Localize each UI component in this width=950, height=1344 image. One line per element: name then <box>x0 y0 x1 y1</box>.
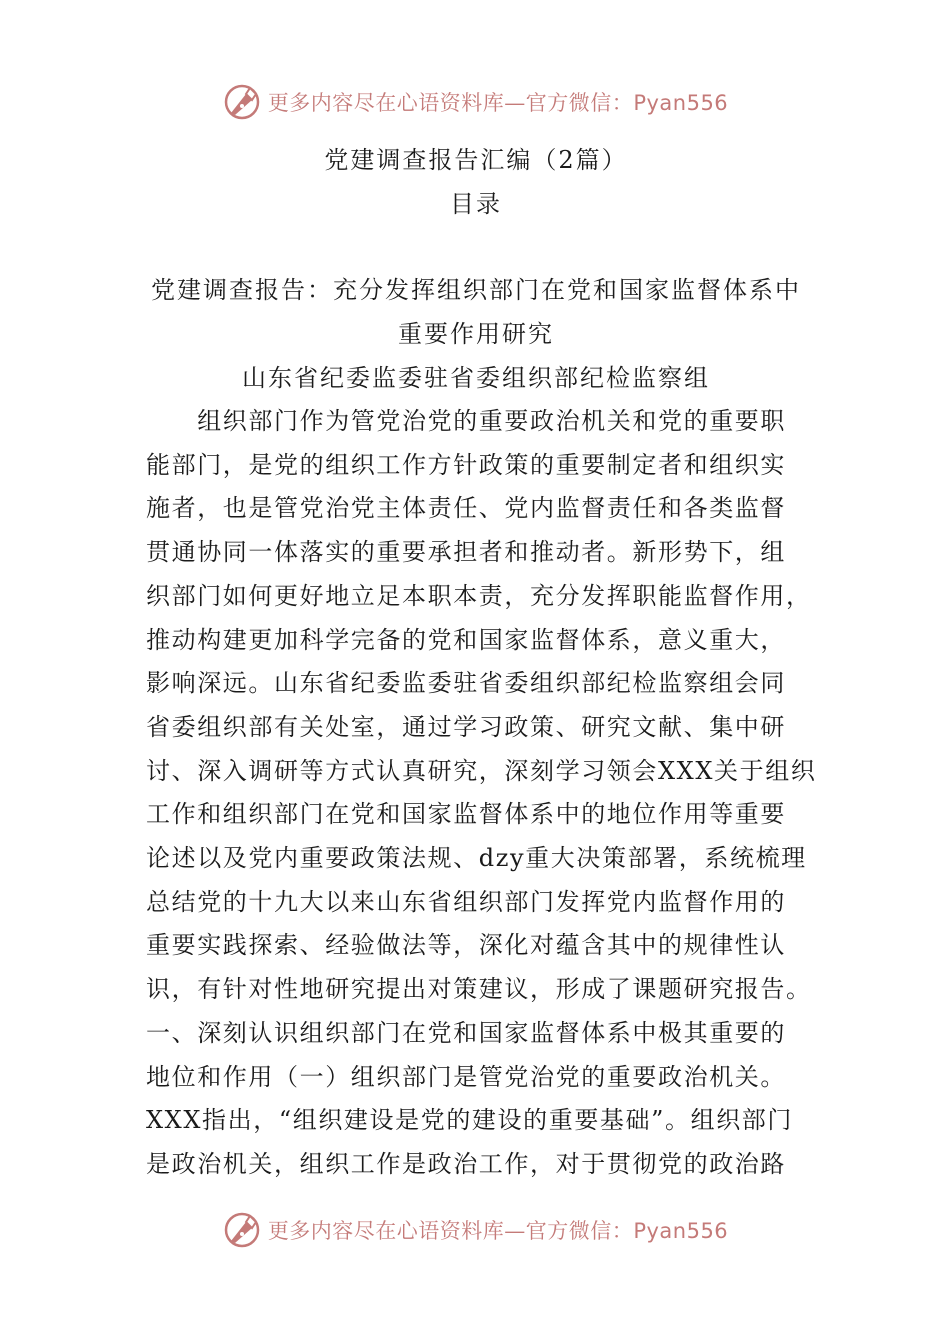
article-title-line-1: 党建调查报告：充分发挥组织部门在党和国家监督体系中 <box>151 276 801 304</box>
body-line: 推动构建更加科学完备的党和国家监督体系，意义重大， <box>146 625 786 654</box>
body-line: 省委组织部有关处室，通过学习政策、研究文献、集中研 <box>146 712 786 741</box>
body-line: 讨、深入调研等方式认真研究，深刻学习领会XXX关于组织 <box>146 756 817 785</box>
body-line: 论述以及党内重要政策法规、dzy重大决策部署，系统梳理 <box>146 844 807 873</box>
body-line: 地位和作用（一）组织部门是管党治党的重要政治机关。 <box>146 1062 786 1091</box>
body-line: 贯通协同一体落实的重要承担者和推动者。新形势下，组 <box>146 538 786 567</box>
article-title <box>146 268 806 356</box>
watermark-text: 更多内容尽在心语资料库—官方微信：Pyan556 <box>267 91 729 115</box>
body-line: 一、深刻认识组织部门在党和国家监督体系中极其重要的 <box>146 1018 786 1047</box>
watermark-banner-top <box>0 80 950 124</box>
pen-nib-logo-icon <box>222 1210 262 1250</box>
body-line: 是政治机关，组织工作是政治工作，对于贯彻党的政治路 <box>146 1149 786 1178</box>
author-organization: 山东省纪委监委驻省委组织部纪检监察组 <box>242 364 710 392</box>
article-title-line-2: 重要作用研究 <box>398 320 554 348</box>
body-paragraph <box>146 400 817 1187</box>
body-line: XXX指出，“组织建设是党的建设的重要基础”。组织部门 <box>146 1106 793 1135</box>
watermark-text: 更多内容尽在心语资料库—官方微信：Pyan556 <box>267 1219 729 1243</box>
body-line: 识，有针对性地研究提出对策建议，形成了课题研究报告。 <box>146 975 812 1004</box>
body-line: 组织部门作为管党治党的重要政治机关和党的重要职 <box>146 407 786 435</box>
pen-nib-logo-icon <box>222 82 262 122</box>
body-line: 重要实践探索、经验做法等，深化对蕴含其中的规律性认 <box>146 931 786 960</box>
body-line: 工作和组织部门在党和国家监督体系中的地位作用等重要 <box>146 800 786 829</box>
body-line: 施者，也是管党治党主体责任、党内监督责任和各类监督 <box>146 494 786 523</box>
body-line: 影响深远。山东省纪委监委驻省委组织部纪检监察组会同 <box>146 669 786 698</box>
document-content <box>146 140 817 1187</box>
body-line: 织部门如何更好地立足本职本责，充分发挥职能监督作用， <box>146 581 812 610</box>
body-line: 总结党的十九大以来山东省组织部门发挥党内监督作用的 <box>146 887 786 916</box>
body-line: 能部门，是党的组织工作方针政策的重要制定者和组织实 <box>146 450 786 479</box>
document-title: 党建调查报告汇编（2篇） <box>324 146 628 174</box>
toc-heading: 目录 <box>450 190 502 218</box>
watermark-banner-bottom <box>0 1208 950 1252</box>
